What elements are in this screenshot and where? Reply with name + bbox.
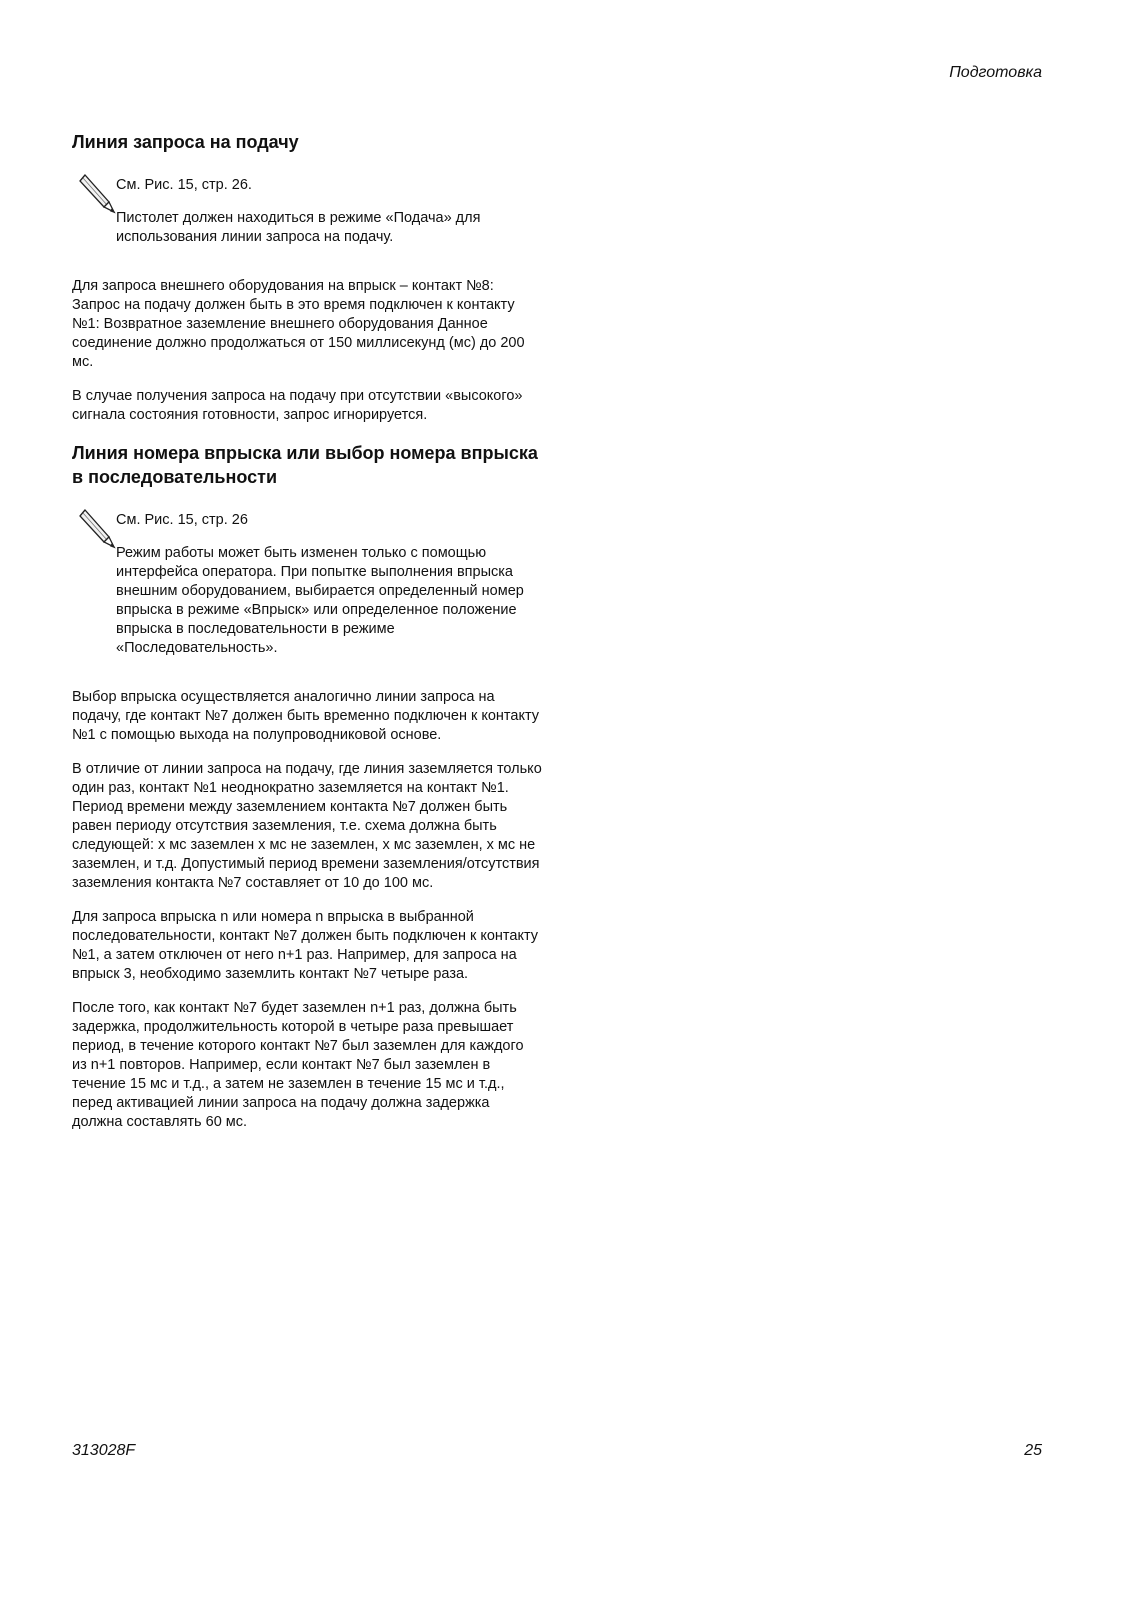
main-column — [72, 130, 542, 1147]
note-text: Пистолет должен находиться в режиме «Подача» для использования линии запроса на подачу. — [116, 210, 481, 245]
pencil-icon — [76, 172, 116, 214]
note-feed-request — [72, 176, 542, 247]
paragraph: В отличие от линии запроса на подачу, где линия заземляется только один раз, контакт №1 неоднократно заземляется на контакт №1. Период времени между заземлением контакта №7 должен быть равен периоду отсутствия заземления, т.е. схема должна быть следующей: x мс заземлен x мс не заземлен, x мс заземлен, x мс не заземлен, и т.д. Допустимый период времени заземления/отсутствия заземления контакта №7 составляет от 10 до 100 мс. — [72, 761, 542, 891]
pencil-icon — [76, 507, 116, 549]
note-shot-number — [72, 511, 542, 658]
section-body-feed-request — [72, 277, 542, 425]
paragraph: После того, как контакт №7 будет заземлен n+1 раз, должна быть задержка, продолжительность которой в четыре раза превышает период, в течение которого контакт №7 был заземлен для каждого из n+1 повторов. Например, если контакт №7 был заземлен в течение 15 мс и т.д., а затем не заземлен в течение 15 мс и т.д., перед активацией линии запроса на подачу должна задержка должна составлять 60 мс. — [72, 1000, 524, 1130]
section-title-feed-request: Линия запроса на подачу — [72, 132, 299, 152]
note-text: Режим работы может быть изменен только с помощью интерфейса оператора. При попытке выполнения впрыска внешним оборудованием, выбирается определенный номер впрыска в режиме «Впрыск» или определенное положение впрыска в последовательности в режиме «Последовательность». — [116, 545, 524, 656]
footer-page-number: 25 — [1024, 1442, 1042, 1459]
footer-doc-number: 313028F — [72, 1442, 136, 1459]
note-text: См. Рис. 15, стр. 26. — [116, 177, 252, 193]
paragraph: Выбор впрыска осуществляется аналогично линии запроса на подачу, где контакт №7 должен быть временно подключен к контакту №1 с помощью выхода на полупроводниковой основе. — [72, 689, 540, 743]
section-title-shot-number: Линия номера впрыска или выбор номера впрыска в последовательности — [72, 443, 538, 487]
paragraph: Для запроса впрыска n или номера n впрыска в выбранной последовательности, контакт №7 должен быть подключен к контакту №1, а затем отключен от него n+1 раз. Например, для запроса на впрыск 3, необходимо заземлить контакт №7 четыре раза. — [72, 909, 539, 982]
page-header-section: Подготовка — [949, 64, 1042, 81]
note-text: См. Рис. 15, стр. 26 — [116, 512, 248, 528]
section-body-shot-number — [72, 688, 542, 1132]
paragraph: В случае получения запроса на подачу при отсутствии «высокого» сигнала состояния готовности, запрос игнорируется. — [72, 388, 523, 423]
paragraph: Для запроса внешнего оборудования на впрыск – контакт №8: Запрос на подачу должен быть в это время подключен к контакту №1: Возвратное заземление внешнего оборудования Данное соединение должно продолжаться от 150 миллисекунд (мс) до 200 мс. — [72, 278, 525, 370]
